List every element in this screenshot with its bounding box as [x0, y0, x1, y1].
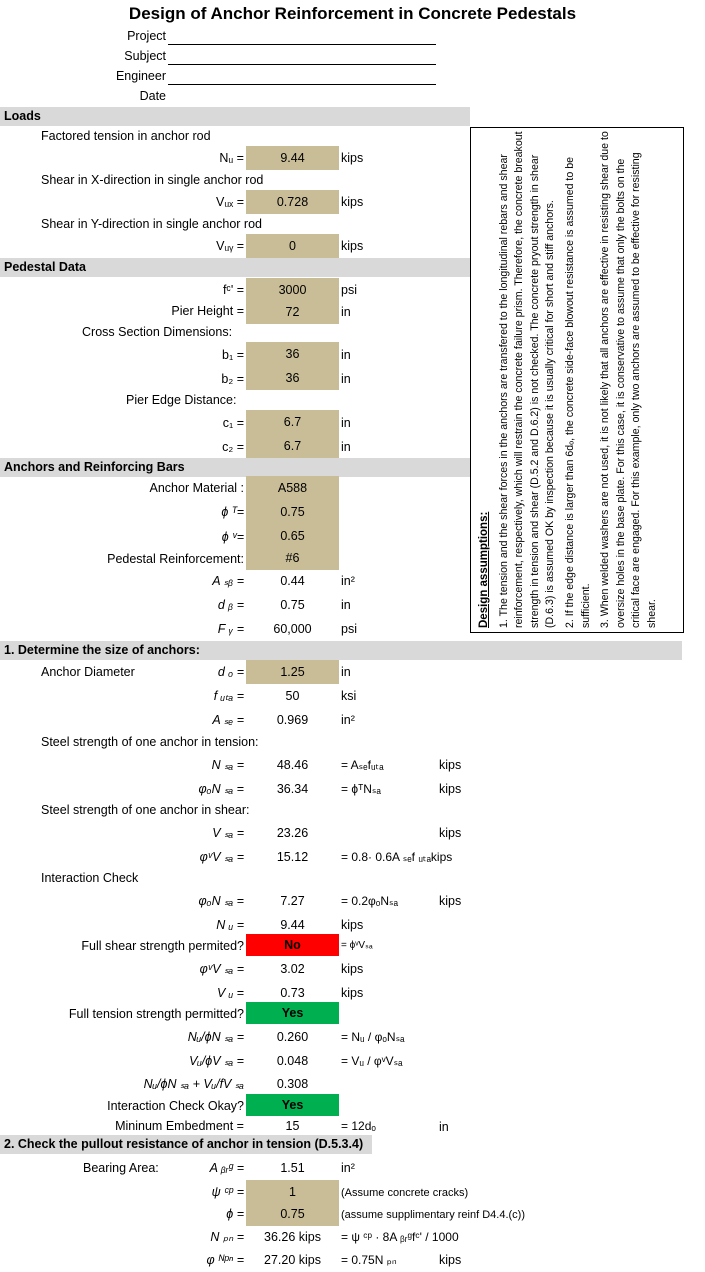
- phivsa2-unit: kips: [341, 962, 364, 976]
- npn-formula: = ψ ᶜᵖ · 8A ᵦᵣᵍfᶜ' / 1000: [341, 1230, 459, 1244]
- psicp-note: (Assume concrete cracks): [341, 1187, 469, 1199]
- npn-label: N ₚₙ =: [210, 1230, 244, 1244]
- b1-unit: in: [341, 348, 351, 362]
- c1-unit: in: [341, 416, 351, 430]
- material-input[interactable]: A588: [246, 476, 339, 500]
- assumption-3: 3. When welded washers are not used, it is not likely that all anchors are effective in resisting shear due to oversize holes in the base plate. For this case, it is conservative to assume that only the bolts on the critical face are engaged. For this example, only two anchors are assumed to be effective for resisting shear.: [599, 131, 658, 628]
- loads-header: Loads: [4, 109, 41, 123]
- full-shear-formula: = ϕᵛVₛₐ: [341, 940, 373, 951]
- c2-unit: in: [341, 440, 351, 454]
- db-label: d ᵦ =: [217, 598, 244, 612]
- b1-input[interactable]: 36: [246, 342, 339, 366]
- ratio2-label: Vᵤ/ϕV ₛₐ =: [189, 1054, 244, 1068]
- vux-unit: kips: [341, 195, 364, 209]
- pullout-header: 2. Check the pullout resistance of anchor in tension (D.5.3.4): [4, 1137, 364, 1151]
- design-assumptions-box: [470, 127, 684, 633]
- phivsa2-label: φᵛV ₛₐ =: [199, 962, 244, 976]
- phivsa-label: φᵛV ₛₐ =: [199, 850, 244, 864]
- ratio1-label: Nᵤ/ϕN ₛₐ =: [187, 1030, 244, 1044]
- bearing-desc: Bearing Area:: [83, 1161, 159, 1175]
- embedment-label: Mininum Embedment =: [115, 1119, 244, 1133]
- b2-input[interactable]: 36: [246, 366, 339, 390]
- tension-strength-desc: Steel strength of one anchor in tension:: [41, 735, 259, 749]
- vu-value: 0.73: [280, 986, 305, 1000]
- ratio2-value: 0.048: [276, 1054, 309, 1068]
- design-assumptions-heading: Design assumptions:: [478, 511, 490, 628]
- vux-label: Vᵤₓ =: [216, 195, 244, 209]
- futa-label: f ᵤₜₐ =: [213, 689, 244, 703]
- vsa-unit: kips: [439, 826, 462, 840]
- vuy-unit: kips: [341, 239, 364, 253]
- abrg-value: 1.51: [280, 1161, 305, 1175]
- vuy-label: Vᵤᵧ =: [216, 239, 244, 253]
- edge-desc: Pier Edge Distance:: [126, 393, 237, 407]
- engineer-field[interactable]: [168, 84, 436, 85]
- phi-label: ϕ =: [226, 1207, 244, 1221]
- abrg-unit: in²: [341, 1161, 355, 1175]
- ratio1-formula: = Nᵤ / φₒNₛₐ: [341, 1030, 405, 1044]
- phinsa2-formula: = 0.2φₒNₛₐ: [341, 894, 398, 908]
- phivsa-value: 15.12: [276, 850, 309, 864]
- interaction-okay-label: Interaction Check Okay?: [107, 1099, 244, 1113]
- nsa-label: N ₛₐ =: [211, 758, 244, 772]
- ratio1-value: 0.260: [276, 1030, 309, 1044]
- vu-unit: kips: [341, 986, 364, 1000]
- assumption-2: 2. If the edge distance is larger than 6dₒ, the concrete side-face blowout resistance is assumed to be sufficient.: [563, 157, 592, 628]
- pedestal-header: Pedestal Data: [4, 260, 86, 274]
- engineer-label: Engineer: [115, 69, 166, 83]
- c1-label: c₁ =: [222, 416, 244, 430]
- pier-input[interactable]: 72: [246, 300, 339, 324]
- assumption-1: 1. The tension and the shear forces in the anchors are transfered to the longitudinal rebars and shear reinforcement, respectively, which will restrain the concrete failure prism. Therefore, the concrete breakout strength in tension and shear (D.5.2 and D.6.2) is not checked. The concrete pryout strength in shear (D.6.3) is assumed OK by inspection because it is usually critical for short and stiff anchors.: [497, 131, 557, 628]
- b1-label: b₁ =: [222, 348, 244, 362]
- anchor-dia-desc: Anchor Diameter: [41, 665, 135, 679]
- fy-unit: psi: [341, 622, 357, 636]
- asb-label: A ₛᵦ =: [212, 574, 244, 588]
- embedment-unit: in: [439, 1120, 449, 1134]
- embedment-value: 15: [285, 1119, 300, 1133]
- b2-unit: in: [341, 372, 351, 386]
- phinpn-value: 27.20 kips: [264, 1253, 321, 1267]
- nu-input[interactable]: 9.44: [246, 146, 339, 170]
- reinf-input[interactable]: #6: [246, 546, 339, 570]
- fy-label: F ᵧ =: [217, 622, 244, 636]
- phivsa2-value: 3.02: [280, 962, 305, 976]
- fc-unit: psi: [341, 283, 357, 297]
- date-label: Date: [139, 89, 166, 103]
- vsa-label: V ₛₐ =: [212, 826, 244, 840]
- phinsa-formula: = ϕᵀNₛₐ: [341, 782, 381, 796]
- nsa-formula: = Aₛₑfᵤₜₐ: [341, 758, 384, 772]
- npn-value: 36.26 kips: [264, 1230, 321, 1244]
- ratio3-value: 0.308: [276, 1077, 309, 1091]
- asb-unit: in²: [341, 574, 355, 588]
- vux-input[interactable]: 0.728: [246, 190, 339, 214]
- b2-label: b₂ =: [221, 372, 244, 386]
- phi-note: (assume supplimentary reinf D4.4.(c)): [341, 1209, 526, 1221]
- nsa-value: 48.46: [276, 758, 309, 772]
- phinsa2-unit: kips: [439, 894, 462, 908]
- subject-field[interactable]: [168, 64, 436, 65]
- full-tension-result: Yes: [246, 1002, 339, 1024]
- psicp-input[interactable]: 1: [246, 1180, 339, 1204]
- reinf-label: Pedestal Reinforcement:: [107, 552, 244, 566]
- phinpn-formula: = 0.75N ₚₙ: [341, 1253, 397, 1267]
- phit-label: ϕ ᵀ=: [221, 505, 244, 519]
- c2-input[interactable]: 6.7: [246, 434, 339, 458]
- asb-value: 0.44: [280, 574, 305, 588]
- project-field[interactable]: [168, 44, 436, 45]
- shear-strength-desc: Steel strength of one anchor in shear:: [41, 803, 250, 817]
- nu-unit: kips: [341, 151, 364, 165]
- phi-input[interactable]: 0.75: [246, 1202, 339, 1226]
- full-tension-label: Full tension strength permitted?: [68, 1007, 244, 1021]
- nu2-value: 9.44: [280, 918, 305, 932]
- size-header: 1. Determine the size of anchors:: [4, 643, 200, 657]
- tension-desc: Factored tension in anchor rod: [41, 129, 211, 143]
- phinpn-label: φ ᴺᵖⁿ =: [206, 1253, 244, 1267]
- nu2-label: N ᵤ =: [216, 918, 244, 932]
- c1-input[interactable]: 6.7: [246, 410, 339, 434]
- full-shear-result: No: [246, 934, 339, 956]
- phinsa2-label: φₒN ₛₐ =: [198, 894, 244, 908]
- vy-desc: Shear in Y-direction in single anchor rod: [41, 217, 262, 231]
- abrg-label: A ᵦᵣᵍ =: [209, 1161, 244, 1175]
- psicp-label: ψ ᶜᵖ =: [211, 1185, 244, 1199]
- db-unit: in: [341, 598, 351, 612]
- vx-desc: Shear in X-direction in single anchor rod: [41, 173, 264, 187]
- interaction-okay-result: Yes: [246, 1094, 339, 1116]
- futa-value: 50: [285, 689, 300, 703]
- loads-header-band: [0, 107, 470, 126]
- phivsa-formula: = 0.8· 0.6A ₛₑf ᵤₜₐkips: [341, 850, 453, 864]
- cross-desc: Cross Section Dimensions:: [82, 325, 233, 339]
- db-value: 0.75: [280, 598, 305, 612]
- anchors-header: Anchors and Reinforcing Bars: [4, 460, 185, 474]
- vsa-value: 23.26: [276, 826, 309, 840]
- phinsa-label: φₒN ₛₐ =: [198, 782, 244, 796]
- futa-unit: ksi: [341, 689, 357, 703]
- ratio3-label: Nᵤ/ϕN ₛₐ + Vᵤ/fV ₛₐ: [143, 1077, 244, 1091]
- interaction-desc: Interaction Check: [41, 871, 139, 885]
- page-title: Design of Anchor Reinforcement in Concrete Pedestals: [128, 4, 577, 23]
- pier-unit: in: [341, 305, 351, 319]
- fc-input[interactable]: 3000: [246, 278, 339, 302]
- ase-value: 0.969: [276, 713, 309, 727]
- subject-label: Subject: [124, 49, 166, 63]
- do-input[interactable]: 1.25: [246, 660, 339, 684]
- design-assumptions-text: [477, 128, 682, 628]
- do-label: d ₒ =: [217, 665, 244, 679]
- phinsa-value: 36.34: [276, 782, 309, 796]
- do-unit: in: [341, 665, 351, 679]
- embedment-formula: = 12dₒ: [341, 1119, 376, 1133]
- vu-label: V ᵤ =: [216, 986, 244, 1000]
- c2-label: c₂ =: [222, 440, 244, 454]
- fc-label: fᶜ' =: [222, 283, 244, 297]
- nu2-unit: kips: [341, 918, 364, 932]
- phinsa2-value: 7.27: [280, 894, 305, 908]
- ase-unit: in²: [341, 713, 355, 727]
- phit-input[interactable]: 0.75: [246, 500, 339, 524]
- pier-label: Pier Height =: [171, 304, 244, 318]
- material-label: Anchor Material :: [149, 481, 244, 495]
- nu-label: Nᵤ =: [219, 151, 244, 165]
- phinpn-unit: kips: [439, 1253, 462, 1267]
- phiv-input[interactable]: 0.65: [246, 524, 339, 548]
- full-shear-label: Full shear strength permited?: [81, 939, 244, 953]
- phiv-label: ϕ ᵛ=: [221, 530, 244, 544]
- ratio2-formula: = Vᵤ / φᵛVₛₐ: [341, 1054, 403, 1068]
- fy-value: 60,000: [273, 622, 312, 636]
- vuy-input[interactable]: 0: [246, 234, 339, 258]
- phinsa-unit: kips: [439, 782, 462, 796]
- project-label: Project: [127, 29, 166, 43]
- ase-label: A ₛₑ =: [212, 713, 244, 727]
- nsa-unit: kips: [439, 758, 462, 772]
